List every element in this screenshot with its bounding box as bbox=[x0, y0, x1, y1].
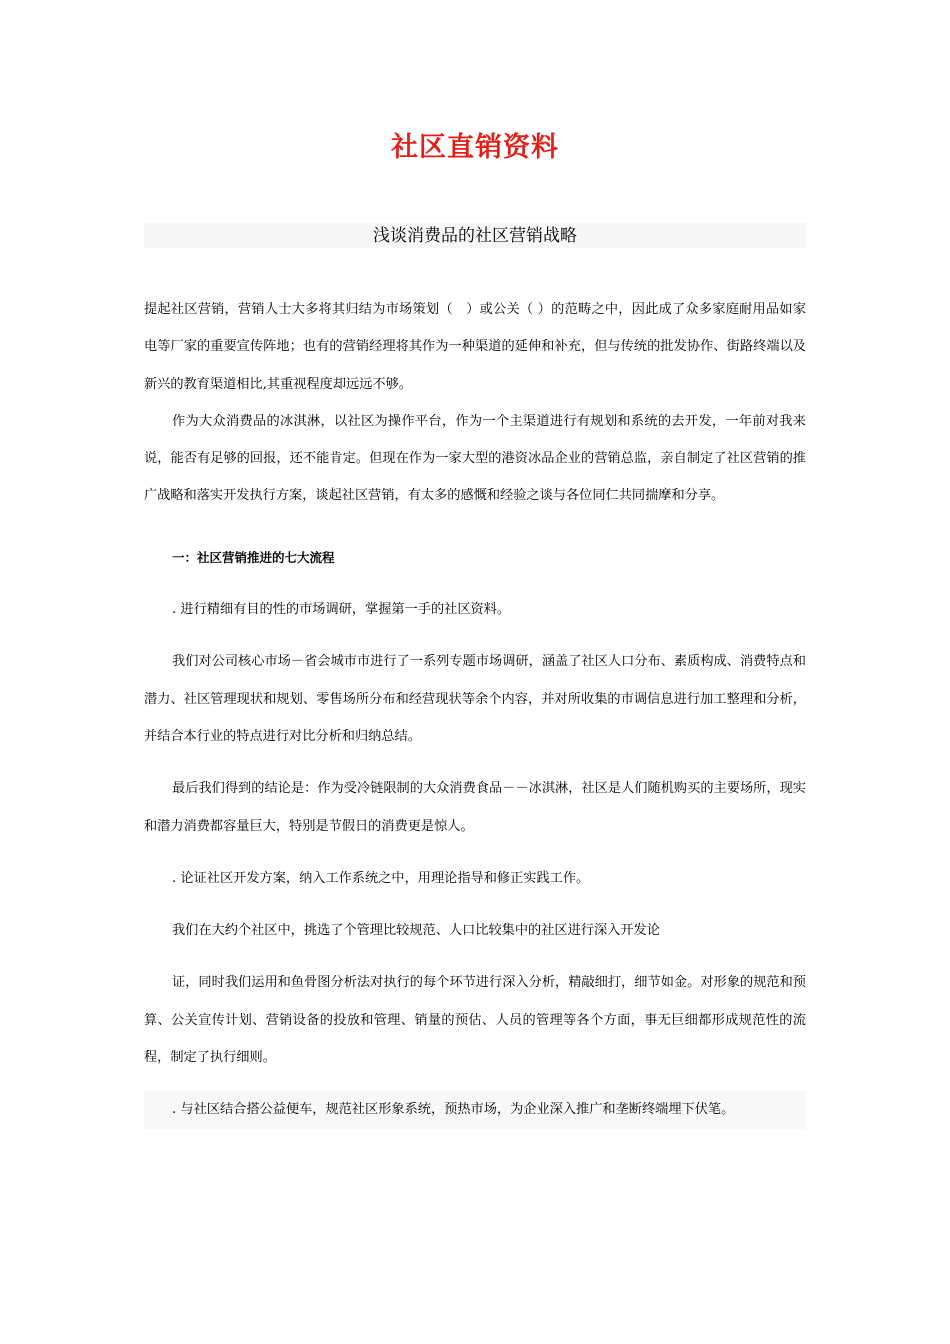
page-title: 社区直销资料 bbox=[391, 132, 559, 163]
step-2: . 论证社区开发方案，纳入工作系统之中，用理论指导和修正实践工作。 bbox=[172, 870, 590, 886]
step-1-conclusion: 最后我们得到的结论是：作为受冷链限制的大众消费食品－－冰淇淋，社区是人们随机购买的主要场所，现实和潜力消费都容量巨大，特别是节假日的消费更是惊人。 bbox=[144, 781, 806, 834]
step-2-continued: 证，同时我们运用和鱼骨图分析法对执行的每个环节进行深入分析，精敲细打，细节如金。对形象的规范和预算、公关宣传计划、营销设备的投放和管理、销量的预估、人员的管理等各个方面，事无巨细都形成规范性的流程，制定了执行细则。 bbox=[144, 975, 806, 1066]
intro-paragraph-2: 作为大众消费品的冰淇淋，以社区为操作平台，作为一个主渠道进行有规划和系统的去开发，一年前对我来说，能否有足够的回报，还不能肯定。但现在作为一家大型的港资冰品企业的营销总监，亲自制定了社区营销的推广战略和落实开发执行方案，谈起社区营销，有太多的感慨和经验之谈与各位同仁共同揣摩和分享。 bbox=[144, 413, 806, 504]
article-body bbox=[144, 291, 806, 1129]
article-title: 浅谈消费品的社区营销战略 bbox=[144, 223, 806, 248]
step-3: . 与社区结合搭公益便车，规范社区形象系统，预热市场，为企业深入推广和垄断终端埋下伏笔。 bbox=[144, 1091, 806, 1128]
intro-paragraph: 提起社区营销，营销人士大多将其归结为市场策划（ ）或公关（ ）的范畴之中，因此成了众多家庭耐用品如家电等厂家的重要宣传阵地；也有的营销经理将其作为一种渠道的延伸和补充，但与传统的批发协作、街路终端以及新兴的教育渠道相比,其重视程度却远远不够。 bbox=[144, 302, 806, 392]
step-2-detail: 我们在大约个社区中，挑选了个管理比较规范、人口比较集中的社区进行深入开发论 bbox=[172, 923, 660, 939]
step-1-detail: 我们对公司核心市场－省会城市市进行了一系列专题市场调研，涵盖了社区人口分布、素质构成、消费特点和潜力、社区管理现状和规划、零售场所分布和经营现状等余个内容，并对所收集的市调信息进行加工整理和分析，并结合本行业的特点进行对比分析和归纳总结。 bbox=[144, 654, 806, 744]
step-1: . 进行精细有目的性的市场调研，掌握第一手的社区资料。 bbox=[172, 602, 511, 618]
section-heading: 一：社区营销推进的七大流程 bbox=[172, 549, 335, 565]
